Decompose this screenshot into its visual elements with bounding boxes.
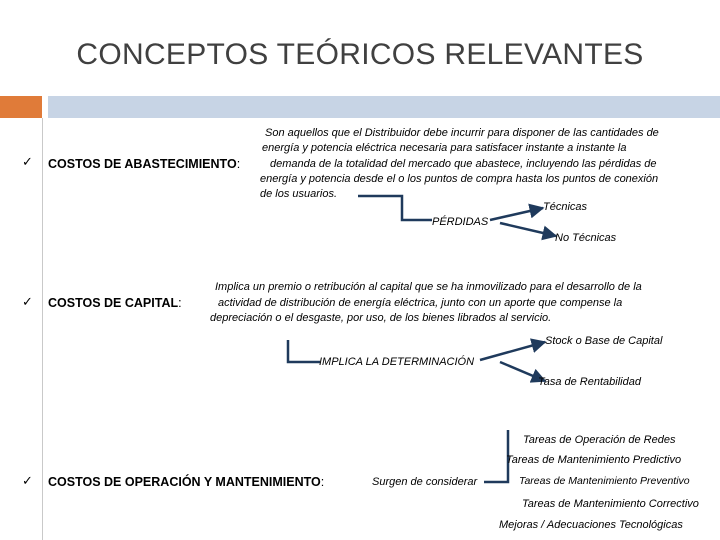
operacion-surgen-label: Surgen de considerar	[372, 476, 478, 488]
operacion-bracket	[484, 430, 508, 482]
capital-definition-line-1: Implica un premio o retribución al capital que se ha inmovilizado para el desarrollo de la	[215, 281, 642, 293]
operacion-item: Tareas de Operación de Redes	[523, 434, 676, 446]
abastecimiento-definition-line-3: demanda de la totalidad del mercado que abastece, incluyendo las pérdidas de	[270, 158, 657, 170]
no-tecnicas-arrow	[500, 223, 556, 236]
abastecimiento-heading: COSTOS DE ABASTECIMIENTO:	[48, 157, 241, 171]
abastecimiento-definition-line-2: energía y potencia eléctrica necesaria para satisfacer instante a instante la	[262, 142, 627, 154]
tecnicas-label: Técnicas	[543, 201, 588, 213]
operacion-item: Mejoras / Adecuaciones Tecnológicas	[499, 519, 683, 531]
operacion-item: Tareas de Mantenimiento Preventivo	[519, 475, 690, 487]
perdidas-label: PÉRDIDAS	[432, 216, 489, 228]
check-icon: ✓	[22, 154, 33, 169]
perdidas-connector	[358, 196, 432, 220]
operacion-heading: COSTOS DE OPERACIÓN Y MANTENIMIENTO:	[48, 475, 325, 489]
operacion-item: Tareas de Mantenimiento Predictivo	[506, 454, 682, 466]
tasa-label: Tasa de Rentabilidad	[538, 376, 641, 388]
no-tecnicas-label: No Técnicas	[555, 232, 617, 244]
implica-label: IMPLICA LA DETERMINACIÓN	[319, 356, 475, 368]
tecnicas-arrow	[490, 208, 543, 220]
abastecimiento-definition-line-1: Son aquellos que el Distribuidor debe incurrir para disponer de las cantidades de	[265, 127, 659, 139]
capital-definition-line-2: actividad de distribución de energía eléctrica, junto con un aporte que compense la	[218, 297, 623, 309]
capital-heading: COSTOS DE CAPITAL:	[48, 296, 182, 310]
check-icon: ✓	[22, 294, 33, 309]
page-title: CONCEPTOS TEÓRICOS RELEVANTES	[76, 38, 644, 71]
operacion-item: Tareas de Mantenimiento Correctivo	[522, 498, 699, 510]
capital-definition-line-3: depreciación o el desgaste, por uso, de los bienes librados al servicio.	[210, 312, 552, 324]
stock-label: Stock o Base de Capital	[545, 335, 663, 347]
stock-arrow	[480, 342, 545, 360]
abastecimiento-definition-line-5: de los usuarios.	[260, 188, 338, 200]
abastecimiento-definition-line-4: energía y potencia desde el o los puntos de compra hasta los puntos de conexión	[260, 173, 659, 185]
implica-connector	[288, 340, 320, 362]
check-icon: ✓	[22, 473, 33, 488]
